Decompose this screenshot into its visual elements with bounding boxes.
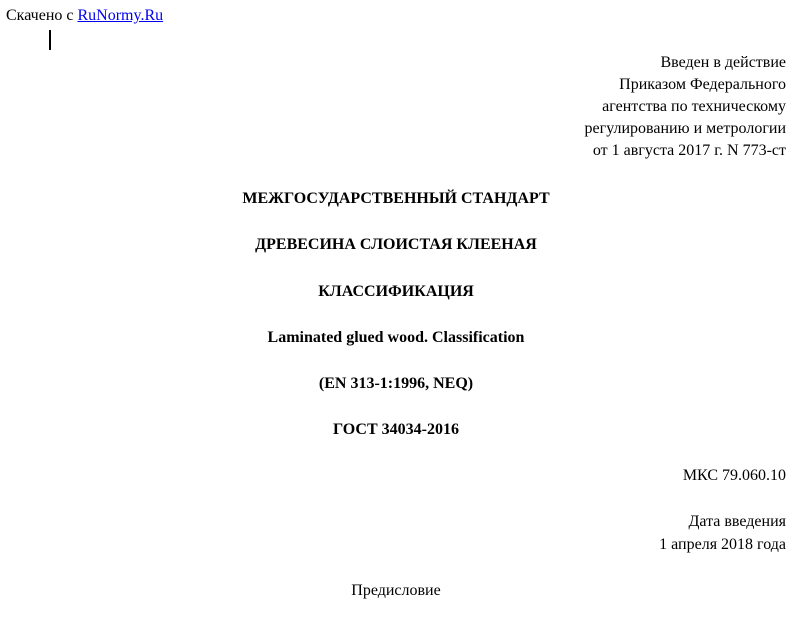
enactment-line: Введен в действие bbox=[660, 54, 786, 71]
english-title: Laminated glued wood. Classification bbox=[267, 329, 525, 346]
enactment-line: агентства по техническому bbox=[602, 98, 786, 115]
source-line bbox=[6, 5, 163, 27]
source-link[interactable]: RuNormy.Ru bbox=[77, 7, 164, 24]
source-prefix: Скачено с bbox=[6, 7, 74, 24]
standard-designation: ГОСТ 34034-2016 bbox=[333, 421, 459, 438]
intro-date-label: Дата введения bbox=[688, 513, 786, 530]
enactment-block bbox=[585, 52, 786, 162]
standard-type: МЕЖГОСУДАРСТВЕННЫЙ СТАНДАРТ bbox=[242, 190, 550, 207]
equivalence-note: (EN 313-1:1996, NEQ) bbox=[318, 375, 474, 392]
document-title: ДРЕВЕСИНА СЛОИСТАЯ КЛЕЕНАЯ bbox=[255, 236, 537, 253]
text-cursor bbox=[49, 30, 51, 50]
document-subtitle: КЛАССИФИКАЦИЯ bbox=[318, 283, 474, 300]
preface-heading: Предисловие bbox=[351, 582, 441, 599]
mks-code: МКС 79.060.10 bbox=[682, 467, 786, 484]
intro-date-value: 1 апреля 2018 года bbox=[659, 536, 786, 553]
enactment-line: Приказом Федерального bbox=[619, 76, 786, 93]
enactment-line: от 1 августа 2017 г. N 773-ст bbox=[592, 142, 786, 159]
enactment-line: регулированию и метрологии bbox=[584, 120, 786, 137]
